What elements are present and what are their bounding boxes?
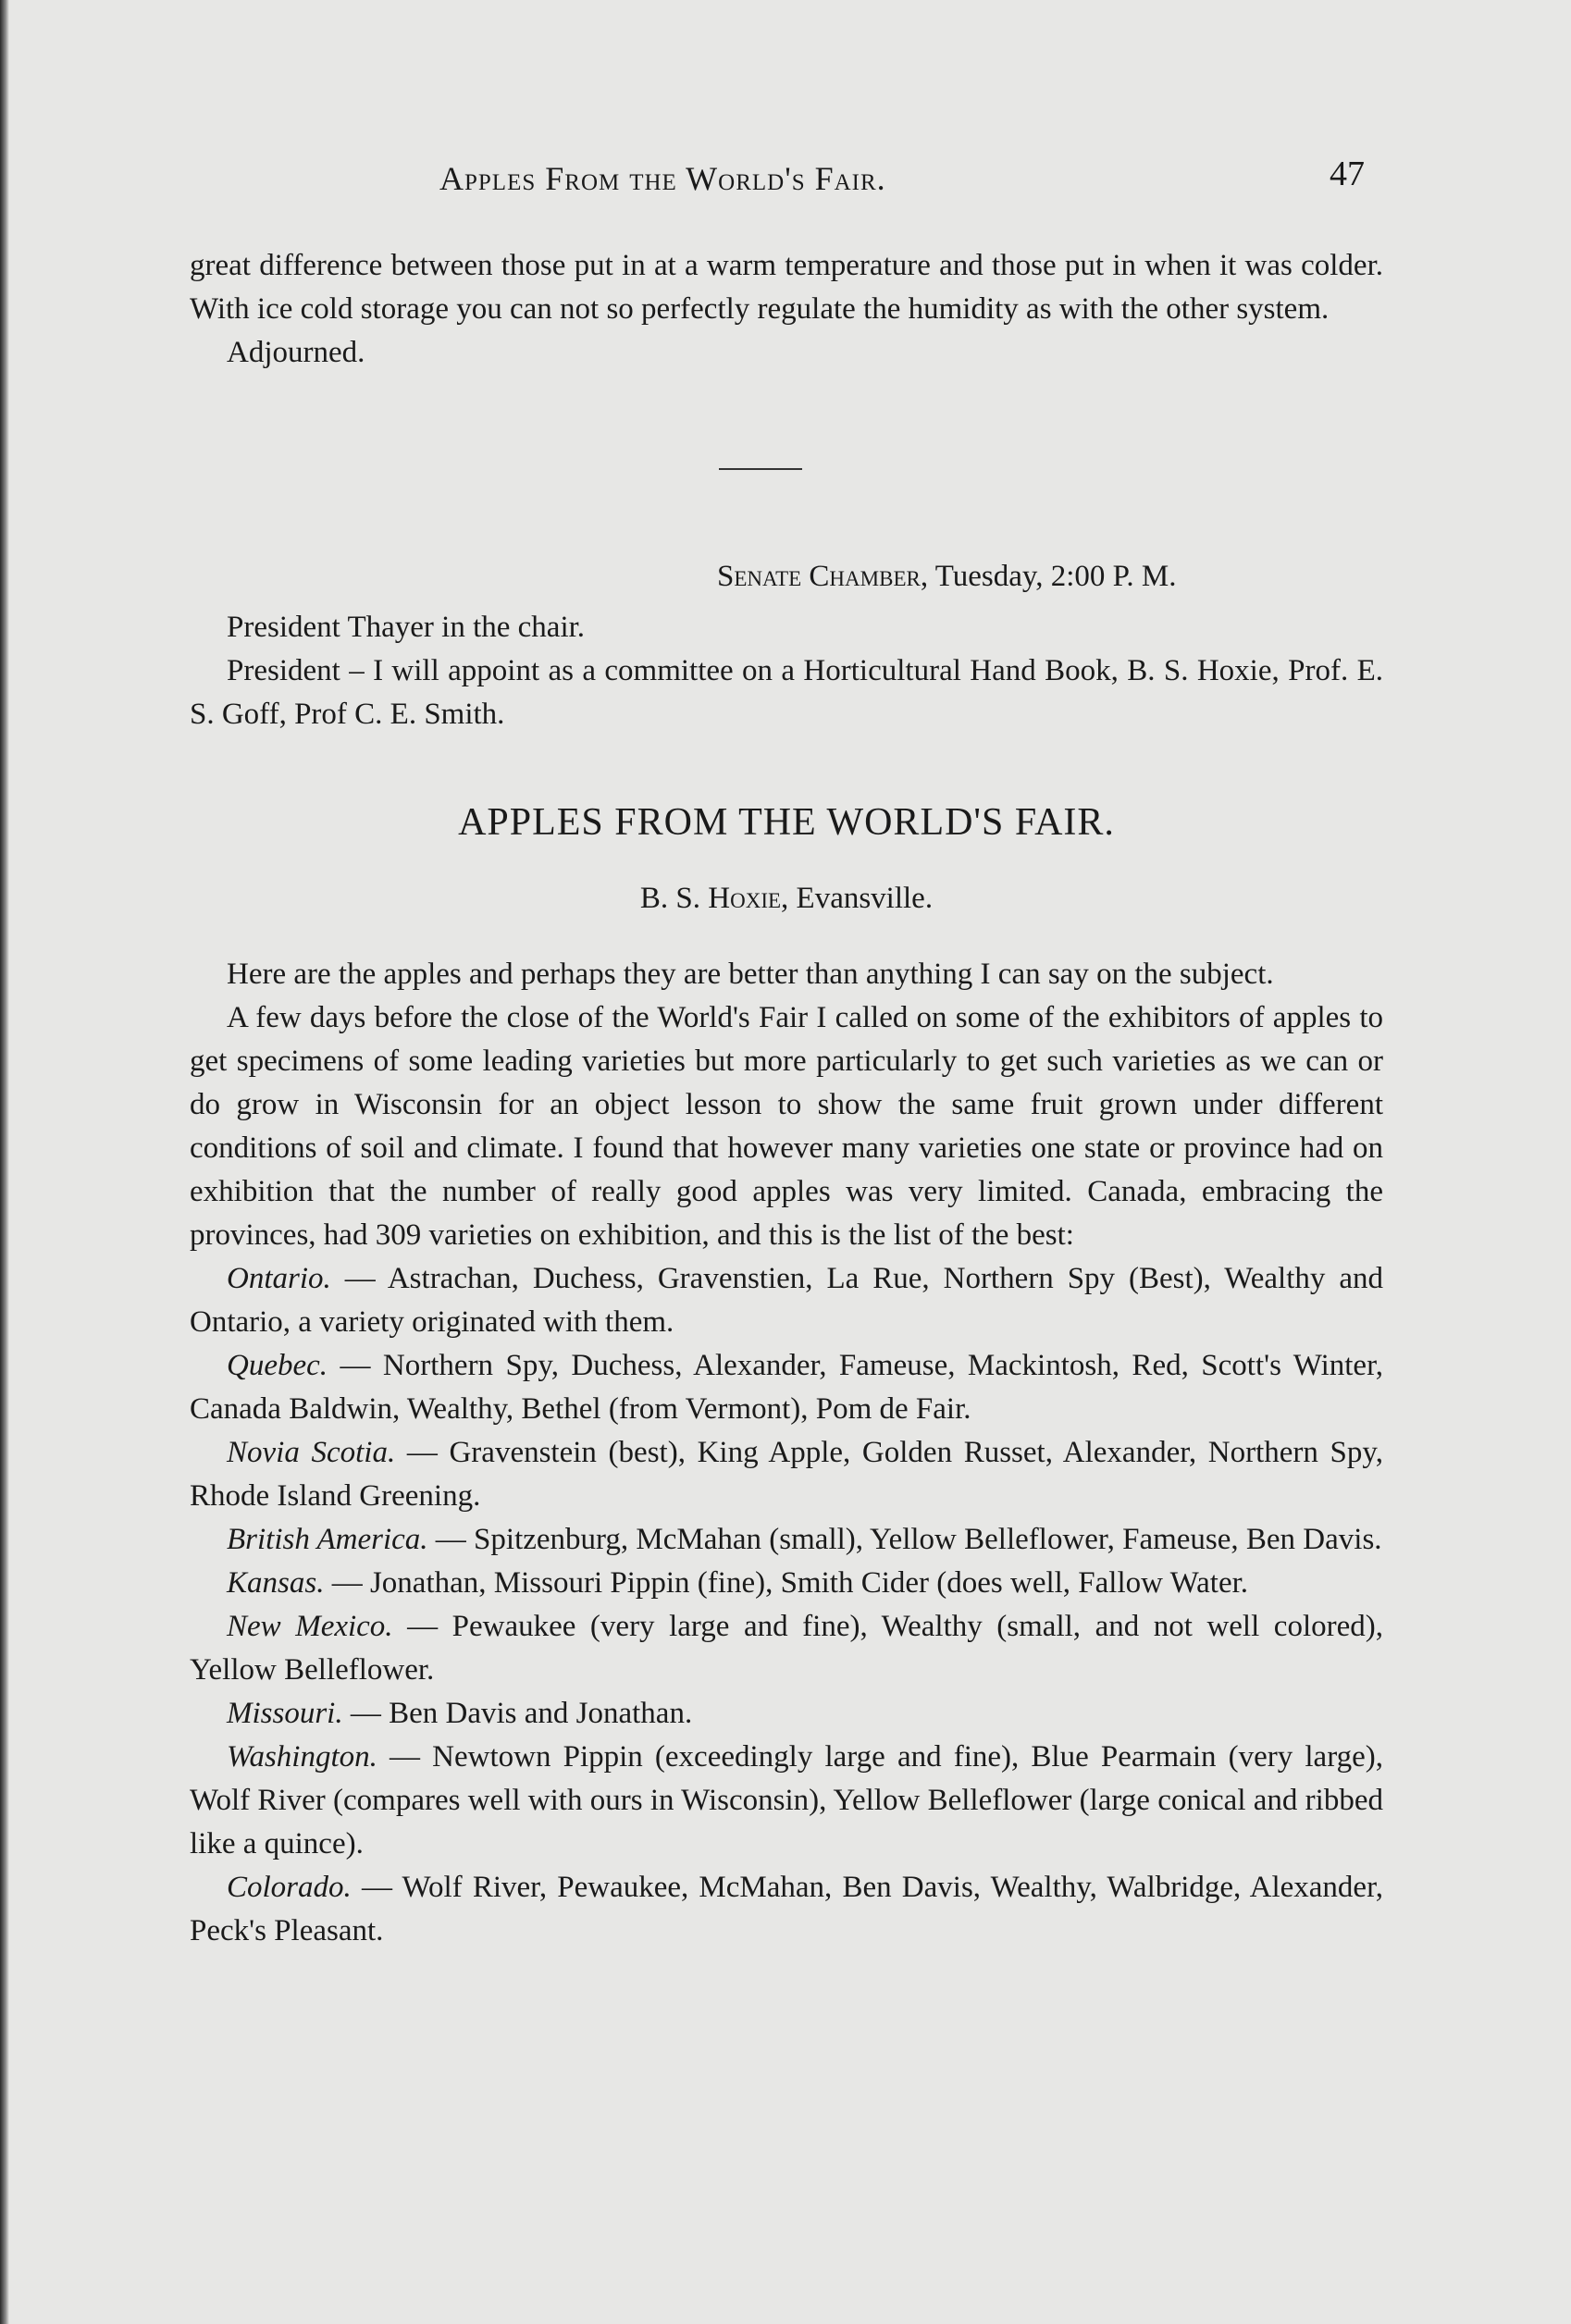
region-varieties: — Pewaukee (very large and fine), Wealthy (small, and not well colored), Yellow Belleflower.: [190, 1610, 1383, 1687]
opening-section: [190, 244, 1383, 375]
region-paragraph: [190, 1257, 1383, 1344]
region-name: Missouri.: [227, 1697, 343, 1730]
committee-appointment: President – I will appoint as a committee on a Horticultural Hand Book, B. S. Hoxie, Prof. E. S. Goff, Prof C. E. Smith.: [190, 654, 1383, 731]
page-spine-shadow: [0, 0, 9, 2324]
region-name: Novia Scotia.: [227, 1436, 396, 1469]
region-paragraph: [190, 1518, 1383, 1562]
page-number: 47: [1330, 155, 1365, 193]
article-byline: [190, 882, 1383, 916]
section-divider: [719, 468, 802, 470]
intro-paragraph: Here are the apples and perhaps they are better than anything I can say on the subject.: [227, 958, 1274, 991]
region-name: Kansas.: [227, 1566, 325, 1600]
region-name: Washington.: [227, 1740, 377, 1774]
region-paragraph: [190, 1866, 1383, 1953]
region-varieties: — Northern Spy, Duchess, Alexander, Fameuse, Mackintosh, Red, Scott's Winter, Canada Baldwin, Wealthy, Bethel (from Vermont), Pom de Fair.: [190, 1349, 1383, 1426]
region-varieties: — Jonathan, Missouri Pippin (fine), Smith Cider (does well, Fallow Water.: [324, 1566, 1249, 1600]
chair-line: President Thayer in the chair.: [227, 611, 586, 644]
region-varieties: — Astrachan, Duchess, Gravenstien, La Rue, Northern Spy (Best), Wealthy and Ontario, a variety originated with them.: [190, 1262, 1383, 1339]
article-body: [190, 953, 1383, 1953]
author-location: Evansville.: [796, 882, 934, 915]
region-varieties: — Spitzenburg, McMahan (small), Yellow Belleflower, Fameuse, Ben Davis.: [427, 1523, 1382, 1556]
region-name: British America.: [227, 1523, 428, 1556]
region-varieties: — Gravenstein (best), King Apple, Golden Russet, Alexander, Northern Spy, Rhode Island Greening.: [190, 1436, 1384, 1513]
region-varieties: — Ben Davis and Jonathan.: [342, 1697, 693, 1730]
region-paragraph: [190, 1344, 1383, 1431]
article-title: APPLES FROM THE WORLD'S FAIR.: [458, 801, 1115, 844]
region-paragraph: [190, 1736, 1383, 1866]
author-name: B. S. Hoxie,: [639, 882, 789, 915]
region-name: Colorado.: [227, 1871, 352, 1904]
region-varieties: — Newtown Pippin (exceedingly large and fine), Blue Pearmain (very large), Wolf River (compares well with ours in Wisconsin), Yellow Belleflower (large conical and ribbed like a quince).: [190, 1740, 1383, 1860]
region-name: Quebec.: [227, 1349, 328, 1382]
region-paragraph: [190, 1605, 1383, 1692]
running-head: [190, 148, 1383, 204]
region-paragraph: [190, 1692, 1383, 1736]
region-name: New Mexico.: [227, 1610, 393, 1643]
session-place: Senate Chamber,: [717, 560, 929, 593]
running-title: Apples From the World's Fair.: [439, 160, 886, 197]
session-heading: [717, 560, 1176, 594]
session-time: Tuesday, 2:00 P. M.: [934, 560, 1177, 593]
proceedings-section: [190, 606, 1383, 736]
region-paragraph: [190, 1562, 1383, 1605]
adjourned-line: Adjourned.: [227, 336, 365, 369]
body-paragraph: A few days before the close of the World's Fair I called on some of the exhibitors of apples to get specimens of some leading varieties but more particularly to get such varieties as we can or do grow in Wisconsin for an object lesson to show the same fruit grown under different conditions of soil and climate. I found that however many varieties one state or province had on exhibition that the number of really good apples was very limited. Canada, embracing the provinces, had 309 varieties on exhibition, and this is the list of the best:: [190, 1001, 1383, 1252]
opening-paragraph: great difference between those put in at a warm temperature and those put in when it was colder. With ice cold storage you can not so perfectly regulate the humidity as with the other system.: [190, 249, 1383, 326]
region-paragraph: [190, 1431, 1383, 1518]
region-varieties: — Wolf River, Pewaukee, McMahan, Ben Davis, Wealthy, Walbridge, Alexander, Peck's Pleasant.: [190, 1871, 1383, 1947]
region-name: Ontario.: [227, 1262, 331, 1295]
